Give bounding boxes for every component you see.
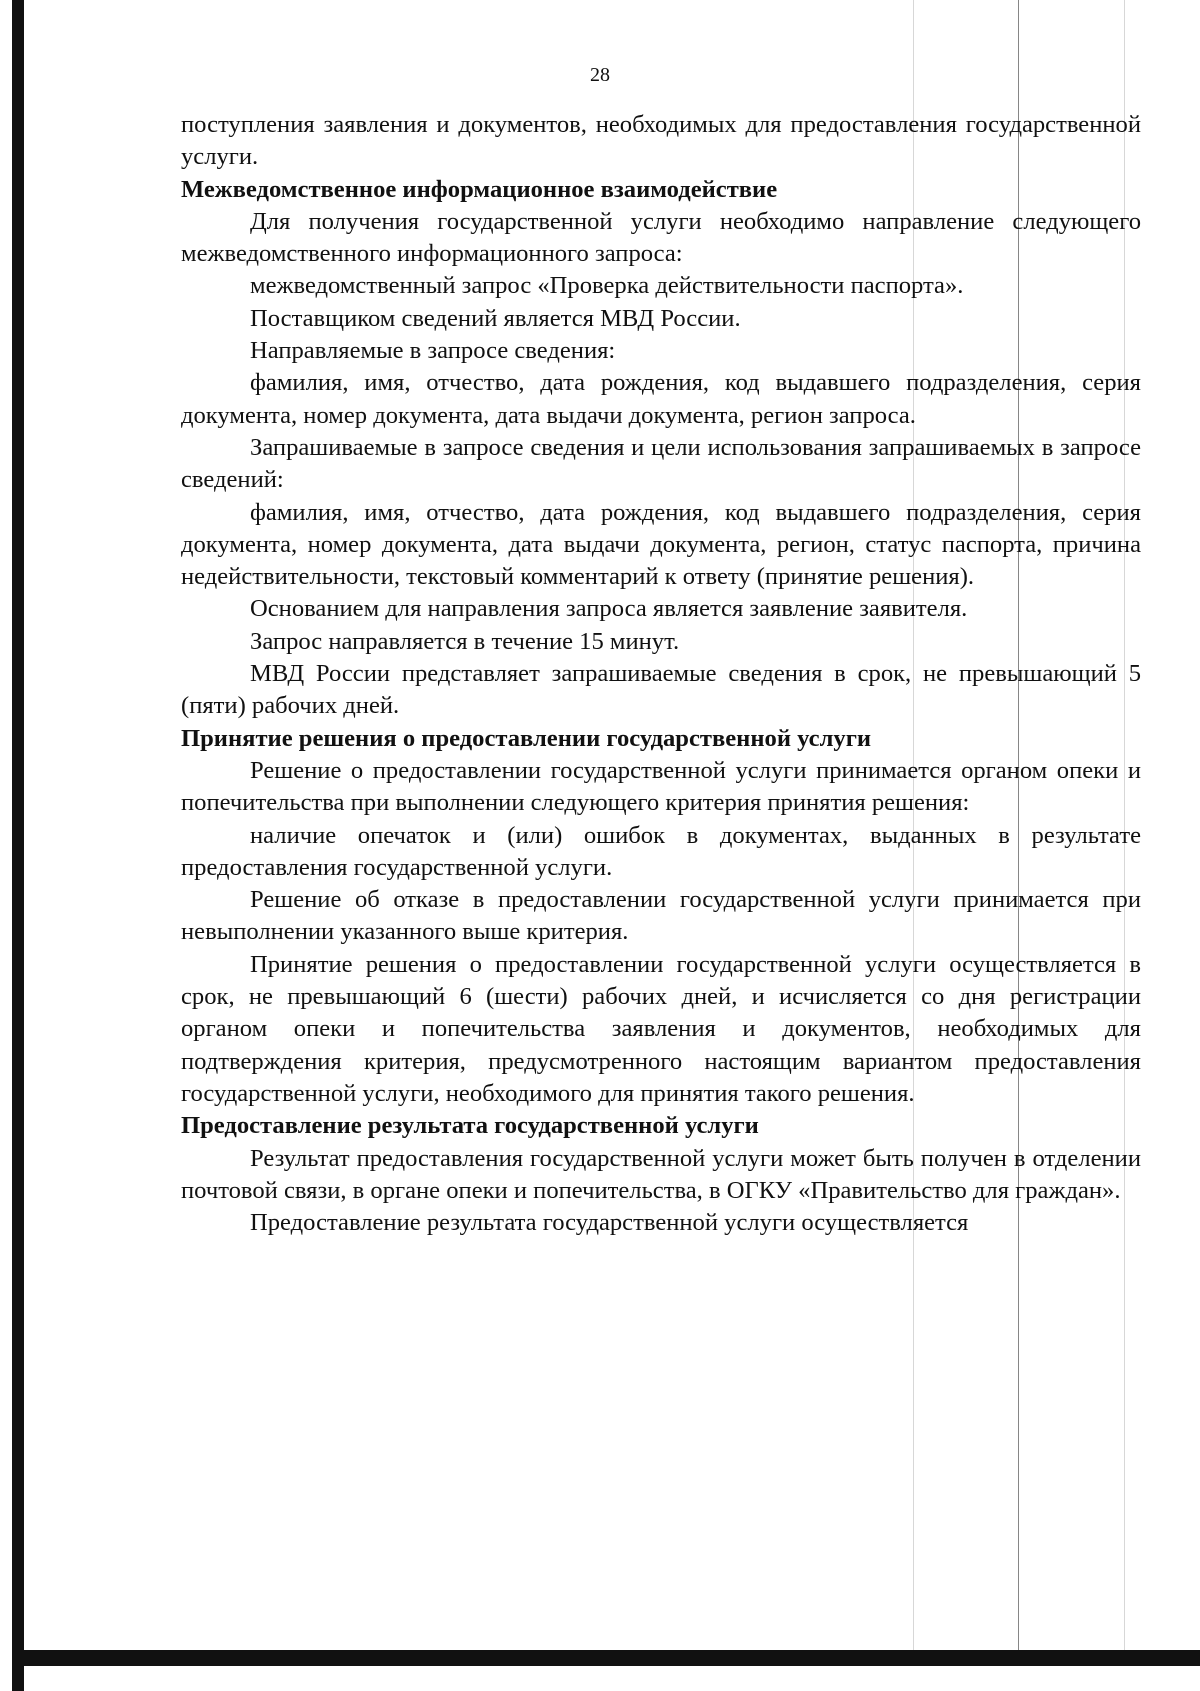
section-interagency — [181, 206, 1141, 723]
section-heading-decision: Принятие решения о предоставлении государственной услуги — [181, 724, 872, 752]
paragraph: Результат предоставления государственной услуги может быть получен в отделении почтовой связи, в органе опеки и попечительства, в ОГКУ «Правительство для граждан». — [181, 1144, 1141, 1204]
paragraph: Поставщиком сведений является МВД России. — [250, 304, 741, 332]
scan-border-left — [12, 0, 24, 1691]
paragraph: МВД России представляет запрашиваемые сведения в срок, не превышающий 5 (пяти) рабочих дней. — [181, 660, 1141, 720]
paragraph: Запрашиваемые в запросе сведения и цели использования запрашиваемых в запросе сведений: — [181, 433, 1141, 494]
scan-border-bottom — [12, 1650, 1200, 1666]
paragraph: фамилия, имя, отчество, дата рождения, код выдавшего подразделения, серия документа, номер документа, дата выдачи документа, регион запроса. — [181, 369, 1141, 429]
document-body — [181, 109, 1141, 1239]
paragraph: фамилия, имя, отчество, дата рождения, код выдавшего подразделения, серия документа, номер документа, дата выдачи документа, регион, статус паспорта, причина недействительности, текстовый комментарий к ответу (принятие решения). — [181, 498, 1141, 591]
paragraph: Решение о предоставлении государственной услуги принимается органом опеки и попечительства при выполнении следующего критерия принятия решения: — [181, 756, 1141, 817]
paragraph: Предоставление результата государственной услуги осуществляется — [250, 1209, 969, 1237]
paragraph: наличие опечаток и (или) ошибок в документах, выданных в результате предоставления государственной услуги. — [181, 821, 1141, 881]
paragraph: Для получения государственной услуги необходимо направление следующего межведомственного информационного запроса: — [181, 207, 1141, 268]
page-number: 28 — [590, 64, 610, 86]
section-heading-result: Предоставление результата государственной услуги — [181, 1112, 759, 1140]
paragraph: Направляемые в запросе сведения: — [250, 337, 616, 365]
paragraph: Принятие решения о предоставлении государственной услуги осуществляется в срок, не превышающий 6 (шести) рабочих дней, и исчисляется со дня регистрации органом опеки и попечительства заявления и документов, необходимых для подтверждения критерия, предусмотренного настоящим вариантом предоставления государственной услуги, необходимого для принятия такого решения. — [181, 950, 1141, 1107]
intro-paragraph: поступления заявления и документов, необходимых для предоставления государственной услуги. — [181, 111, 1141, 171]
paragraph: Запрос направляется в течение 15 минут. — [250, 627, 680, 655]
section-decision — [181, 755, 1141, 1110]
section-result — [181, 1143, 1141, 1240]
paragraph: межведомственный запрос «Проверка действительности паспорта». — [250, 272, 964, 300]
paragraph: Основанием для направления запроса является заявление заявителя. — [250, 595, 968, 623]
paragraph: Решение об отказе в предоставлении государственной услуги принимается при невыполнении указанного выше критерия. — [181, 886, 1141, 946]
section-heading-interagency: Межведомственное информационное взаимодействие — [181, 175, 778, 203]
